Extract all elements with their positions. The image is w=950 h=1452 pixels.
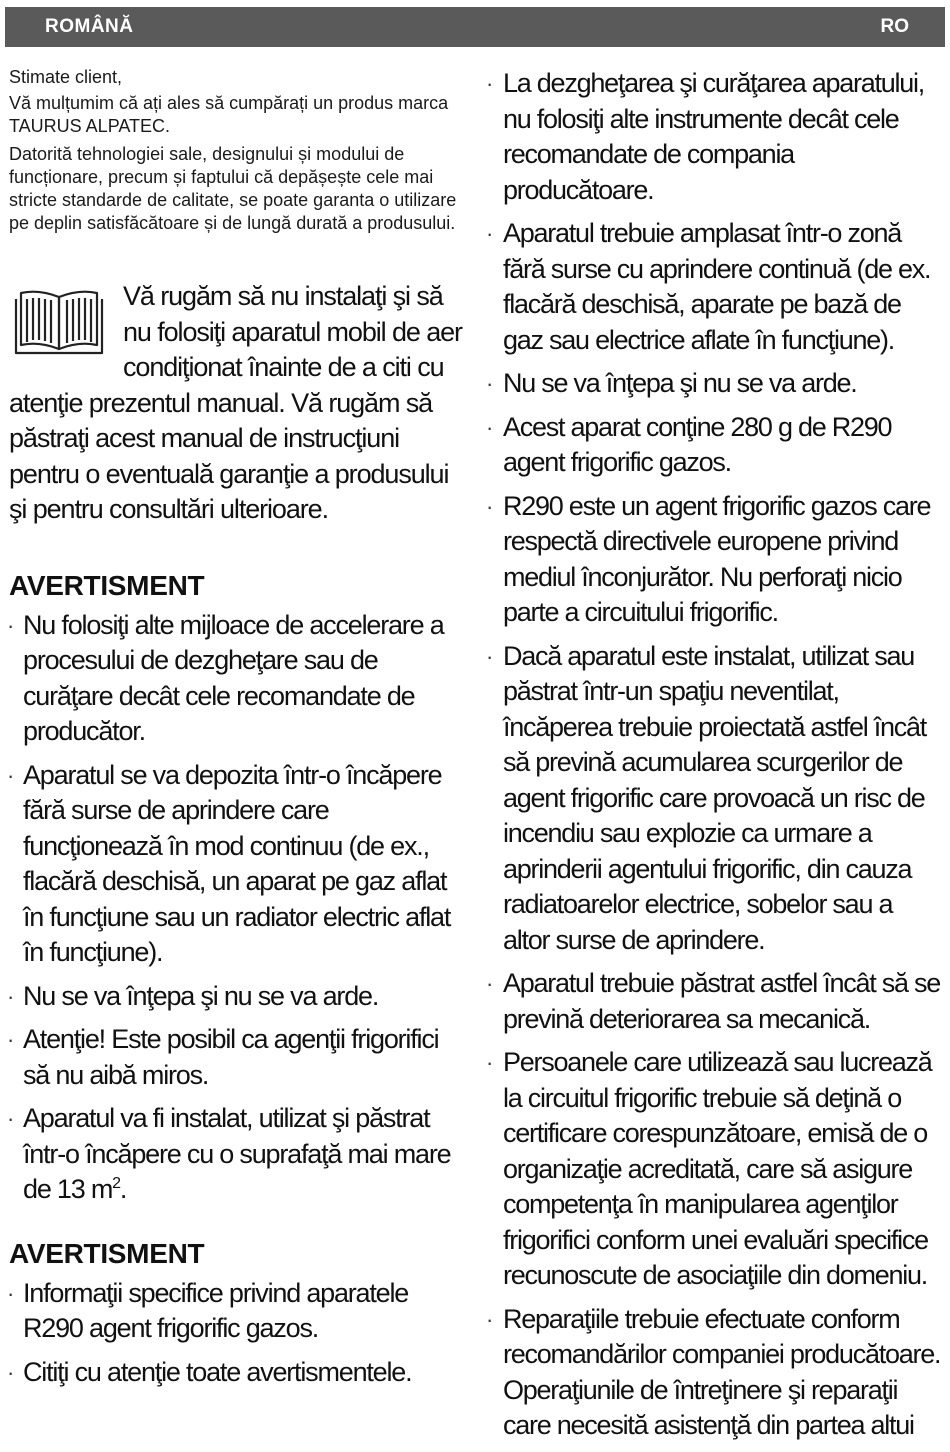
language-code: RO bbox=[880, 16, 909, 37]
manual-notice-rest: atenţie prezentul manual. Vă rugăm să păstraţi acest manual de instrucţiuni pentru o eventuală garanţie a produsului şi pentru consultări ulterioare. bbox=[9, 387, 449, 524]
language-header-bar bbox=[5, 7, 945, 47]
right-column bbox=[484, 66, 944, 1452]
area-text: Aparatul va fi instalat, utilizat şi păstrat într-o încăpere cu o suprafaţă mai mare de 13 m bbox=[23, 1103, 451, 1204]
warning-item: · Aparatul trebuie amplasat într-o zonă fără surse cu aprindere continuă (de ex. flacără deschisă, aparate pe bază de gaz sau electrice aflate în funcţiune). bbox=[484, 216, 944, 358]
language-title: ROMÂNĂ bbox=[45, 16, 134, 37]
warning-item: · Aparatul se va depozita într-o încăpere fără surse de aprindere care funcţionează în mod continuu (de ex., flacără deschisă, un aparat pe gaz aflat în funcţiune sau un radiator electric aflat în funcţiune). bbox=[9, 758, 464, 971]
warning-item: · Aparatul trebuie păstrat astfel încât să se prevină deteriorarea sa mecanică. bbox=[484, 966, 944, 1037]
warning-list bbox=[9, 1276, 464, 1391]
left-column bbox=[9, 66, 464, 1398]
warning-item: · Persoanele care utilizează sau lucrează la circuitul frigorific trebuie să deţină o certificare corespunzătoare, emisă de o organizaţie acreditată, care să asigure competenţa în manipularea agenţilor frigorifici conform unei evaluări specifice recunoscute de asociaţiile din domeniu. bbox=[484, 1045, 944, 1294]
open-book-icon bbox=[13, 287, 105, 357]
area-end: . bbox=[119, 1174, 127, 1204]
warning-list bbox=[484, 66, 944, 1444]
greeting: Stimate client, bbox=[9, 67, 123, 87]
warning-item: · La dezgheţarea şi curăţarea aparatului, nu folosiţi alte instrumente decât cele recomandate de compania producătoare. bbox=[484, 66, 944, 208]
warning-item: · Atenţie! Este posibil ca agenţii frigorifici să nu aibă miros. bbox=[9, 1022, 464, 1093]
warning-item: · Nu folosiţi alte mijloace de accelerare a procesului de dezgheţare sau de curăţare decât cele recomandate de producător. bbox=[9, 608, 464, 750]
warning-item: · Informaţii specifice privind aparatele R290 agent frigorific gazos. bbox=[9, 1276, 464, 1347]
manual-line: nu folosiţi aparatul mobil de aer bbox=[123, 316, 462, 347]
technology-paragraph: Datorită tehnologiei sale, designului și modului de funcționare, precum și faptului că depășește cele mai stricte standarde de calitate, se poate garanta o utilizare pe deplin satisfăcătoare și de lungă durată a produsului. bbox=[9, 144, 457, 233]
manual-line: condiţionat înainte de a citi cu bbox=[123, 352, 444, 382]
warning-item: · R290 este un agent frigorific gazos care respectă directivele europene privind mediul înconjurător. Nu perforaţi nicio parte a circuitului frigorific. bbox=[484, 489, 944, 631]
warning-item: · Citiţi cu atenţie toate avertismentele. bbox=[9, 1355, 464, 1391]
manual-notice bbox=[9, 279, 464, 528]
warning-item: · Nu se va înţepa şi nu se va arde. bbox=[9, 979, 464, 1015]
warning-list bbox=[9, 608, 464, 1208]
warning-item: · Dacă aparatul este instalat, utilizat sau păstrat într-un spaţiu neventilat, încăperea trebuie proiectată astfel încât să prevină acumularea scurgerilor de agent frigorific care provoacă un risc de incendiu sau explozie ca urmare a aprinderii agentului frigorific, din cauza radiatoarelor electrice, sobelor sau a altor surse de aprindere. bbox=[484, 639, 944, 959]
warning-heading: AVERTISMENT bbox=[9, 1237, 205, 1269]
warning-heading: AVERTISMENT bbox=[9, 569, 205, 601]
warning-item-area bbox=[9, 1101, 464, 1208]
warning-item: · Reparaţiile trebuie efectuate conform recomandărilor companiei producătoare. Operaţiunile de întreţinere şi reparaţii care necesită asistenţă din partea altui bbox=[484, 1302, 944, 1444]
area-superscript: 2 bbox=[112, 1175, 120, 1192]
thanks-paragraph: Vă mulțumim că ați ales să cumpărați un produs marca TAURUS ALPATEC. bbox=[9, 93, 449, 136]
manual-line: Vă rugăm să nu instalaţi şi să bbox=[123, 281, 443, 311]
warning-item: · Nu se va înţepa şi nu se va arde. bbox=[484, 366, 944, 402]
warning-item: · Acest aparat conţine 280 g de R290 agent frigorific gazos. bbox=[484, 410, 944, 481]
